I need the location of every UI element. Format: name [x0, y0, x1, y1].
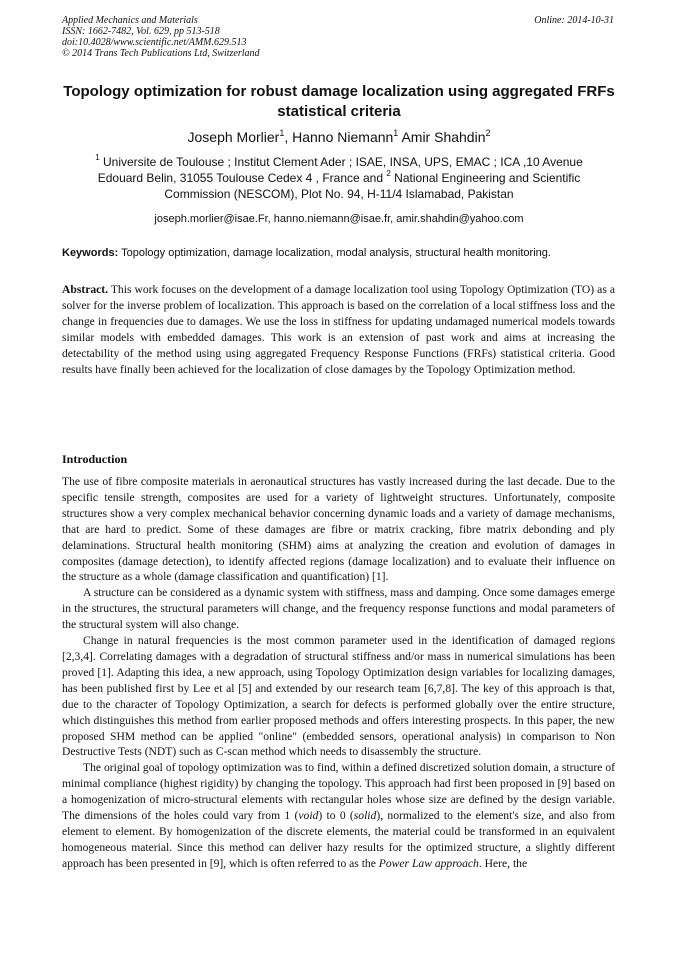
p4-text-c: ), normalized to the element's size, and also from element to element. By homogenization of the discrete elements, the material could be transformed in an equivalent homogeneous material. Since this method can deliver hazy results for the optimized structure, a slightly different approach has been presented in [9], which is often referred to as the	[62, 809, 615, 870]
author-affil-mark: 1	[393, 128, 399, 138]
affil-text: Universite de Toulouse ; Institut Clement Ader ; ISAE, INSA, UPS, EMAC ; ICA ,10 Avenue Edouard Belin, 31055 Toulouse Cedex 4 , France and	[97, 155, 583, 185]
abstract-paragraph	[62, 282, 615, 377]
keywords-label: Keywords:	[62, 247, 119, 259]
online-date: Online: 2014-10-31	[534, 15, 614, 26]
doi-line: doi:10.4028/www.scientific.net/AMM.629.513	[62, 37, 247, 48]
introduction-section	[62, 452, 615, 872]
keywords	[62, 246, 622, 260]
author-name: Hanno Niemann	[292, 129, 394, 145]
journal-name: Applied Mechanics and Materials	[62, 15, 198, 26]
p4-text-b: ) to 0 (	[318, 809, 354, 823]
affiliations	[80, 154, 598, 202]
affil-text: National Engineering and Scientific Commission (NESCOM), Plot No. 94, H-11/4 Islamabad, Pakistan	[164, 171, 581, 201]
abstract-section	[62, 282, 615, 377]
section-heading: Introduction	[62, 452, 128, 466]
affil-mark: 2	[386, 169, 391, 178]
author-affil-mark: 2	[485, 128, 491, 138]
journal-header	[62, 15, 614, 59]
p4-void-term: void	[298, 809, 319, 823]
p4-text-d: . Here, the	[478, 856, 528, 870]
p4-solid-term: solid	[353, 809, 377, 823]
paper-title: Topology optimization for robust damage localization using aggregated FRFs statistical criteria	[63, 83, 615, 120]
intro-paragraph-2: A structure can be considered as a dynamic system with stiffness, mass and damping. Once some damages emerge in the structures, the structural parameters will change, and the frequency response functions and modal parameters of the structural system will also change.	[62, 586, 615, 632]
author-list	[40, 127, 638, 147]
keywords-text: Topology optimization, damage localization, modal analysis, structural health monitoring.	[118, 247, 551, 259]
intro-paragraph-1: The use of fibre composite materials in aeronautical structures has vastly increased during the last decade. Due to the specific tensile strength, composites are used for a variety of lightweight structures. Unfortunately, composite structures show a very complex mechanical behavior concerning dynamic loads and a variety of damage mechanisms, that are hard to predict. Some of these damages are fibre or matrix cracking, fibre matrix debonding and ply delaminations. Structural health monitoring (SHM) aims at analyzing the creation and evolution of damages in composites (damage detection), to identify affected regions (damage localization) and to evaluate their influence on the structure as a whole (damage classification and quantification) [1].	[62, 475, 615, 584]
intro-paragraph-3: Change in natural frequencies is the most common parameter used in the identification of damaged regions [2,3,4]. Correlating damages with a degradation of structural stiffness and/or mass in numerical simulations has been proved [1]. Adapting this idea, a new approach, using Topology Optimization design variables for localizing damages, has been published first by Lee et al [5] and extended by our research team [6,7,8]. The key of this approach is that, due to the character of Topology Optimization, a search for defects is performed globally over the entire structure, which distinguishes this method from earlier proposed methods and offers interesting prospects. In this paper, the new proposed SHM method can be applied "online" (embedded sensors, operational analysis) in comparison to Non Destructive Tests (NDT) such as C-scan method which needs to disassembly the structure.	[62, 634, 615, 759]
p4-text-a: The original goal of topology optimization was to find, within a defined discretized solution domain, a structure of minimal compliance (highest rigidity) by changing the topology. This approach had first been proposed in [9] based on a homogenization of micro-structural elements with rectangular holes whose size are defined by the design variable. The dimensions of the holes could vary from 1 (	[62, 761, 615, 823]
author-name: Joseph Morlier	[187, 129, 280, 145]
affil-mark: 1	[95, 153, 100, 162]
abstract-text: This work focuses on the development of a damage localization tool using Topology Optimization (TO) as a solver for the inverse problem of localization. This approach is based on the correlation of a local stiffness loss and the change in frequencies due to damages. We use the loss in stiffness for updating undamaged numerical models towards similar models with embedded damages. This work is an extension of past work and aims at increasing the detectability of the method using using aggregated Frequency Response Functions (FRFs) statistical criteria. Good results have finally been achieved for the localization of close damages by the Topology Optimization method.	[62, 283, 615, 376]
intro-paragraph-4	[62, 760, 615, 871]
author-name: Amir Shahdin	[401, 129, 486, 145]
abstract-label: Abstract.	[62, 283, 109, 296]
copyright-line: © 2014 Trans Tech Publications Ltd, Switzerland	[62, 48, 260, 59]
author-affil-mark: 1	[279, 128, 285, 138]
issn-line: ISSN: 1662-7482, Vol. 629, pp 513-518	[62, 26, 220, 37]
author-separator: ,	[284, 129, 293, 145]
p4-power-law-term: Power Law approach	[378, 856, 479, 870]
author-emails: joseph.morlier@isae.Fr, hanno.niemann@isae.fr, amir.shahdin@yahoo.com	[154, 213, 524, 225]
